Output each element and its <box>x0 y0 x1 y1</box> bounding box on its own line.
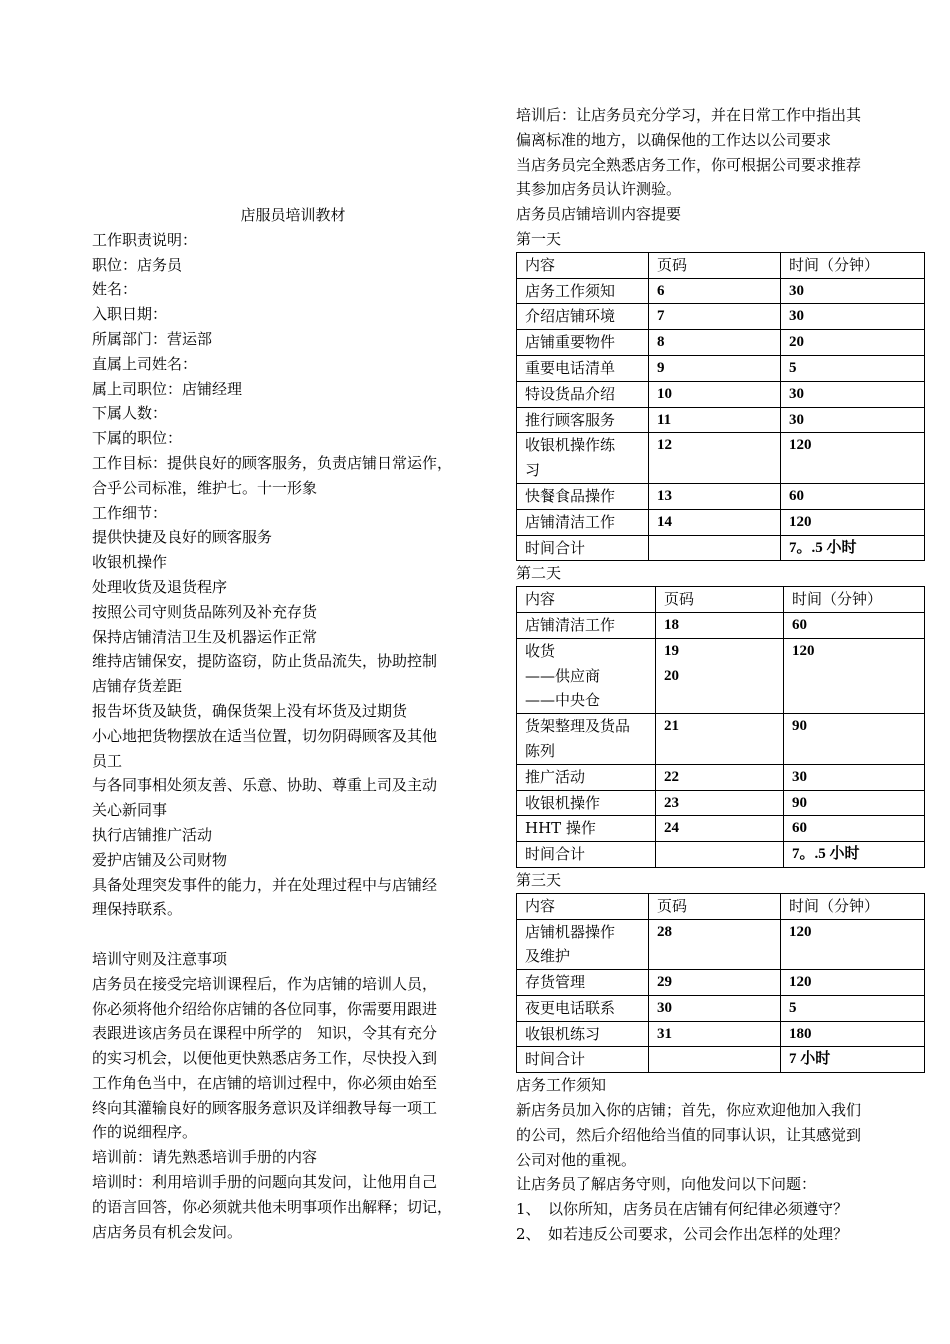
page-cell <box>649 483 781 509</box>
table-row <box>517 330 925 356</box>
total-empty-cell <box>649 535 781 561</box>
content-cell <box>517 407 649 433</box>
text-line: 店务工作须知 <box>516 1076 607 1095</box>
table-row <box>517 970 925 996</box>
content-cell <box>517 970 649 996</box>
text-line: 店务员店铺培训内容提要 <box>516 205 682 224</box>
text-line: 店铺存货差距 <box>92 677 183 696</box>
text-line: 的语言回答，你必须就共他未明事项作出解释；切记， <box>92 1197 453 1216</box>
time-cell: 90 <box>784 790 925 816</box>
content-text: 推行顾客服务 <box>525 410 616 429</box>
text-line: 培训后：让店务员充分学习，并在日常工作中指出其 <box>516 106 862 124</box>
total-row <box>517 1047 925 1073</box>
content-cell <box>517 483 649 509</box>
page-number: 30 <box>657 999 672 1016</box>
time-cell: 20 <box>781 330 925 356</box>
text-line: 入职日期： <box>92 305 168 324</box>
table-header-row <box>517 893 925 919</box>
text-line: 保持店铺清洁卫生及机器运作正常 <box>92 627 318 646</box>
table-row <box>517 304 925 330</box>
page-cell <box>656 612 784 638</box>
page-number: 31 <box>657 1025 672 1042</box>
text-line: 所属部门：营运部 <box>92 329 213 348</box>
text-line: 让店务员了解店务守则，向他发问以下问题： <box>516 1175 817 1194</box>
content-text: 收银机操作练 <box>525 436 616 455</box>
total-row <box>517 842 925 868</box>
text-line: 2、 如若违反公司要求，公司会作出怎样的处理？ <box>516 1225 849 1244</box>
day2-table <box>516 586 925 868</box>
page-number: 19 <box>664 642 679 659</box>
text-line: 终向其灌输良好的顾客服务意识及详细教导每一项工 <box>92 1098 438 1117</box>
text-line: 你必须将他介绍给你店铺的各位同事，你需要用跟进 <box>92 999 438 1018</box>
page-number: 24 <box>664 820 679 837</box>
text-line: 合乎公司标准，维护七。十一形象 <box>92 478 318 497</box>
page-number: 29 <box>657 974 672 991</box>
content-cell <box>517 919 649 970</box>
table-row <box>517 995 925 1021</box>
content-text: 习 <box>525 461 541 480</box>
text-line: 下属的职位： <box>92 429 183 448</box>
content-text: 存货管理 <box>525 973 586 992</box>
header-cell: 页码 <box>649 252 781 278</box>
content-text: 夜更电话联系 <box>525 998 616 1017</box>
page-number: 22 <box>664 768 679 785</box>
text-line: 提供快捷及良好的顾客服务 <box>92 528 273 547</box>
total-label-cell: 时间合计 <box>517 842 656 868</box>
job-description-section <box>92 228 494 922</box>
time-cell: 60 <box>784 612 925 638</box>
content-cell <box>517 355 649 381</box>
text-line: 维持店铺保安，提防盗窃，防止货品流失，协助控制 <box>92 652 438 671</box>
content-cell <box>517 714 656 765</box>
content-text: 店铺重要物件 <box>525 333 616 352</box>
table-row <box>517 764 925 790</box>
content-text: 快餐食品操作 <box>525 486 616 505</box>
table-row <box>517 278 925 304</box>
page-number: 10 <box>657 385 672 402</box>
text-line: 按照公司守则货品陈列及补充存货 <box>92 602 318 621</box>
text-line: 培训时：利用培训手册的问题向其发问，让他用自己 <box>92 1173 438 1192</box>
page-cell <box>649 433 781 484</box>
total-label-cell: 时间合计 <box>517 535 649 561</box>
table-row <box>517 612 925 638</box>
content-text: 推广活动 <box>525 767 586 786</box>
text-line: 职位：店务员 <box>92 255 183 274</box>
total-row <box>517 535 925 561</box>
document-title: 店服员培训教材 <box>240 206 346 224</box>
content-cell <box>517 816 656 842</box>
text-line: 具备处理突发事件的能力，并在处理过程中与店铺经 <box>92 875 438 894</box>
page-cell <box>649 381 781 407</box>
text-line: 爱护店铺及公司财物 <box>92 850 228 869</box>
text-line: 与各同事相处须友善、乐意、协助、尊重上司及主动 <box>92 776 438 795</box>
time-cell: 30 <box>781 304 925 330</box>
table-row <box>517 509 925 535</box>
text-line: 偏离标准的地方，以确保他的工作达以公司要求 <box>516 130 832 149</box>
text-line: 工作职责说明： <box>92 230 198 249</box>
content-cell <box>517 995 649 1021</box>
page-number: 21 <box>664 718 679 735</box>
content-text: 收银机操作 <box>525 793 601 812</box>
page-number: 9 <box>657 359 665 376</box>
text-line: 小心地把货物摆放在适当位置，切勿阴碍顾客及其他 <box>92 726 438 745</box>
content-text: ——供应商 <box>525 666 601 685</box>
page-cell <box>649 919 781 970</box>
total-label-cell: 时间合计 <box>517 1047 649 1073</box>
page-number: 7 <box>657 308 665 325</box>
header-cell: 页码 <box>656 587 784 613</box>
table-row <box>517 355 925 381</box>
left-column <box>92 203 494 1244</box>
time-cell: 120 <box>784 638 925 713</box>
text-line: 工作目标：提供良好的顾客服务，负责店铺日常运作， <box>92 453 453 472</box>
text-line: 培训前：请先熟悉培训手册的内容 <box>92 1148 318 1167</box>
content-text: 店铺机器操作 <box>525 922 616 941</box>
text-line: 新店务员加入你的店铺；首先，你应欢迎他加入我们 <box>516 1101 862 1120</box>
content-cell <box>517 612 656 638</box>
text-line: 执行店铺推广活动 <box>92 825 213 844</box>
page-cell <box>656 714 784 765</box>
page-cell <box>649 970 781 996</box>
text-line: 的公司，然后介绍他给当值的同事认识，让其感觉到 <box>516 1125 862 1144</box>
table-row <box>517 638 925 713</box>
content-cell <box>517 1021 649 1047</box>
header-cell: 内容 <box>517 587 656 613</box>
day1-table <box>516 252 925 562</box>
content-text: 陈列 <box>525 741 556 760</box>
header-cell: 内容 <box>517 252 649 278</box>
total-time-cell: 7。.5 小时 <box>784 842 925 868</box>
table-row <box>517 381 925 407</box>
content-text: 收货 <box>525 641 556 660</box>
page-number: 12 <box>657 437 672 454</box>
day3-label: 第三天 <box>516 870 562 889</box>
time-cell: 30 <box>784 764 925 790</box>
day1-label: 第一天 <box>516 229 562 248</box>
header-cell: 时间（分钟） <box>784 587 925 613</box>
text-line: 1、 以你所知，店务员在店铺有何纪律必须遵守？ <box>516 1200 849 1219</box>
time-cell: 30 <box>781 407 925 433</box>
content-text: 重要电话清单 <box>525 358 616 377</box>
text-line: 下属人数： <box>92 404 168 423</box>
table-row <box>517 483 925 509</box>
table-header-row <box>517 252 925 278</box>
page-cell <box>649 304 781 330</box>
content-cell <box>517 330 649 356</box>
text-line: 报告坏货及缺货，确保货架上没有坏货及过期货 <box>92 701 408 720</box>
content-text: ——中央仓 <box>525 691 601 710</box>
time-cell: 5 <box>781 995 925 1021</box>
table-row <box>517 433 925 484</box>
table-row <box>517 919 925 970</box>
time-cell: 180 <box>781 1021 925 1047</box>
table-header-row <box>517 587 925 613</box>
table-row <box>517 1021 925 1047</box>
text-line: 其参加店务员认许测验。 <box>516 180 682 199</box>
header-cell: 内容 <box>517 893 649 919</box>
right-column <box>516 103 924 1247</box>
text-line: 工作角色当中，在店铺的培训过程中，你必须由始至 <box>92 1073 438 1092</box>
time-cell: 120 <box>781 509 925 535</box>
page-number: 6 <box>657 282 665 299</box>
text-line: 员工 <box>92 751 123 770</box>
store-duties-section <box>516 1073 924 1247</box>
total-time-cell: 7。.5 小时 <box>781 535 925 561</box>
time-cell: 30 <box>781 381 925 407</box>
text-line: 理保持联系。 <box>92 900 183 919</box>
content-cell <box>517 638 656 713</box>
time-cell: 30 <box>781 278 925 304</box>
time-cell: 5 <box>781 355 925 381</box>
text-line: 公司对他的重视。 <box>516 1150 637 1169</box>
page-number: 13 <box>657 487 672 504</box>
content-text: 特设货品介绍 <box>525 384 616 403</box>
page-number: 18 <box>664 616 679 633</box>
total-empty-cell <box>649 1047 781 1073</box>
day3-table <box>516 893 925 1074</box>
content-text: 店铺清洁工作 <box>525 615 616 634</box>
page-number: 8 <box>657 334 665 351</box>
total-empty-cell <box>656 842 784 868</box>
page-cell <box>649 1021 781 1047</box>
text-line: 处理收货及退货程序 <box>92 577 228 596</box>
content-text: 货架整理及货品 <box>525 717 631 736</box>
page-number: 14 <box>657 513 672 530</box>
content-cell <box>517 381 649 407</box>
page-cell <box>656 638 784 713</box>
header-cell: 时间（分钟） <box>781 893 925 919</box>
paragraph-spacer <box>92 922 494 947</box>
text-line: 姓名： <box>92 280 138 299</box>
time-cell: 120 <box>781 970 925 996</box>
training-intro-section <box>516 103 924 227</box>
text-line: 工作细节： <box>92 503 168 522</box>
table-row <box>517 407 925 433</box>
content-text: 收银机练习 <box>525 1024 601 1043</box>
table-row <box>517 790 925 816</box>
page-cell <box>656 764 784 790</box>
header-cell: 页码 <box>649 893 781 919</box>
page-number: 20 <box>664 667 679 684</box>
content-cell <box>517 304 649 330</box>
content-cell <box>517 509 649 535</box>
text-line: 当店务员完全熟悉店务工作，你可根据公司要求推荐 <box>516 155 862 174</box>
table-row <box>517 816 925 842</box>
text-line: 关心新同事 <box>92 801 168 820</box>
text-line: 的实习机会，以便他更快熟悉店务工作，尽快投入到 <box>92 1049 438 1068</box>
text-line: 作的说细程序。 <box>92 1123 198 1142</box>
total-time-cell: 7 小时 <box>781 1047 925 1073</box>
content-text: 介绍店铺环境 <box>525 307 616 326</box>
table-row <box>517 714 925 765</box>
content-cell <box>517 433 649 484</box>
page-number: 11 <box>657 411 672 428</box>
time-cell: 60 <box>781 483 925 509</box>
time-cell: 90 <box>784 714 925 765</box>
content-cell <box>517 278 649 304</box>
content-text: 店务工作须知 <box>525 281 616 300</box>
training-rules-section <box>92 947 494 1245</box>
content-cell <box>517 764 656 790</box>
page-cell <box>656 816 784 842</box>
content-text: 及维护 <box>525 947 571 966</box>
day2-label: 第二天 <box>516 564 562 583</box>
text-line: 属上司职位：店铺经理 <box>92 379 243 398</box>
text-line: 收银机操作 <box>92 553 168 572</box>
page-cell <box>649 995 781 1021</box>
time-cell: 120 <box>781 433 925 484</box>
page-cell <box>656 790 784 816</box>
content-cell <box>517 790 656 816</box>
text-line: 表跟进该店务员在课程中所学的 知识，令其有充分 <box>92 1024 438 1043</box>
time-cell: 120 <box>781 919 925 970</box>
page-cell <box>649 407 781 433</box>
page-number: 28 <box>657 923 672 940</box>
time-cell: 60 <box>784 816 925 842</box>
text-line: 店店务员有机会发问。 <box>92 1222 243 1241</box>
page-cell <box>649 355 781 381</box>
page-cell <box>649 509 781 535</box>
header-cell: 时间（分钟） <box>781 252 925 278</box>
text-line: 店务员在接受完培训课程后，作为店铺的培训人员， <box>92 974 438 993</box>
text-line: 直属上司姓名： <box>92 354 198 373</box>
page-cell <box>649 278 781 304</box>
content-text: 店铺清洁工作 <box>525 512 616 531</box>
text-line: 培训守则及注意事项 <box>92 949 228 968</box>
page-cell <box>649 330 781 356</box>
content-text: HHT 操作 <box>525 819 596 838</box>
page-number: 23 <box>664 794 679 811</box>
